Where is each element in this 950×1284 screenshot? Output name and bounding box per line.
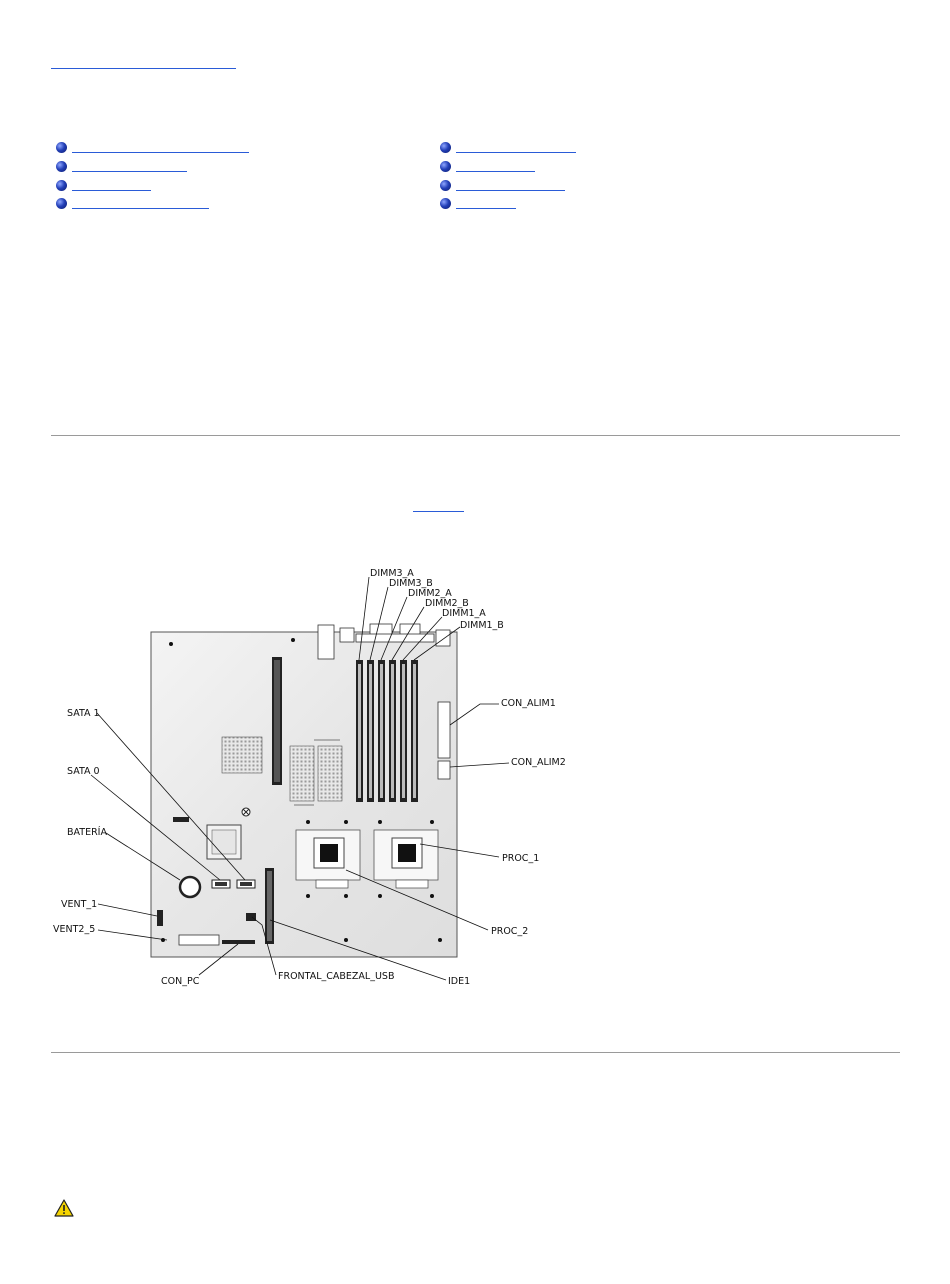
toc-link-5[interactable] xyxy=(456,152,576,153)
divider xyxy=(51,1052,900,1053)
bullet-icon xyxy=(56,198,67,209)
usb-header xyxy=(246,913,256,921)
label-sata0: SATA 0 xyxy=(67,766,100,777)
label-dimm3a: DIMM3_A xyxy=(370,568,414,579)
front-panel-connector xyxy=(222,940,255,944)
toc-link-1[interactable] xyxy=(72,152,249,153)
power-connector-2 xyxy=(438,761,450,779)
label-bateria: BATERÍA xyxy=(67,827,107,838)
label-dimm2a: DIMM2_A xyxy=(408,588,452,599)
fan2-5-connector xyxy=(179,935,219,945)
label-frontal-usb: FRONTAL_CABEZAL_USB xyxy=(278,971,395,982)
label-ide1: IDE1 xyxy=(448,976,471,987)
bullet-icon xyxy=(56,180,67,191)
label-con-alim2: CON_ALIM2 xyxy=(511,757,566,768)
bullet-icon xyxy=(56,161,67,172)
label-dimm3b: DIMM3_B xyxy=(389,578,433,589)
battery xyxy=(180,877,200,897)
chipset-2 xyxy=(290,746,314,801)
label-con-alim1: CON_ALIM1 xyxy=(501,698,556,709)
top-link[interactable] xyxy=(51,62,236,69)
toc-link-2[interactable] xyxy=(72,171,187,172)
fan1-connector xyxy=(157,910,163,926)
label-vent2-5: VENT2_5 xyxy=(53,924,96,935)
warning-icon xyxy=(54,1199,74,1217)
inline-link[interactable] xyxy=(413,511,464,512)
bullet-icon xyxy=(440,198,451,209)
toc-link-4[interactable] xyxy=(72,208,209,209)
label-dimm1b: DIMM1_B xyxy=(460,620,504,631)
label-dimm1a: DIMM1_A xyxy=(442,608,486,619)
label-vent1: VENT_1 xyxy=(61,899,98,910)
label-sata1: SATA 1 xyxy=(67,708,100,719)
divider xyxy=(51,435,900,436)
toc-link-6[interactable] xyxy=(456,171,535,172)
processor-socket-1 xyxy=(374,830,438,888)
motherboard-diagram xyxy=(0,560,620,1000)
processor-socket-2 xyxy=(296,830,360,888)
label-dimm2b: DIMM2_B xyxy=(425,598,469,609)
toc-link-7[interactable] xyxy=(456,190,565,191)
toc-link-3[interactable] xyxy=(72,190,151,191)
bullet-icon xyxy=(440,161,451,172)
label-proc2: PROC_2 xyxy=(491,926,529,937)
bullet-icon xyxy=(56,142,67,153)
chipset-3 xyxy=(318,746,342,801)
bullet-icon xyxy=(440,142,451,153)
label-con-pc: CON_PC xyxy=(161,976,200,987)
bullet-icon xyxy=(440,180,451,191)
chipset xyxy=(222,737,262,773)
label-proc1: PROC_1 xyxy=(502,853,540,864)
toc-link-8[interactable] xyxy=(456,208,516,209)
power-connector-1 xyxy=(438,702,450,758)
